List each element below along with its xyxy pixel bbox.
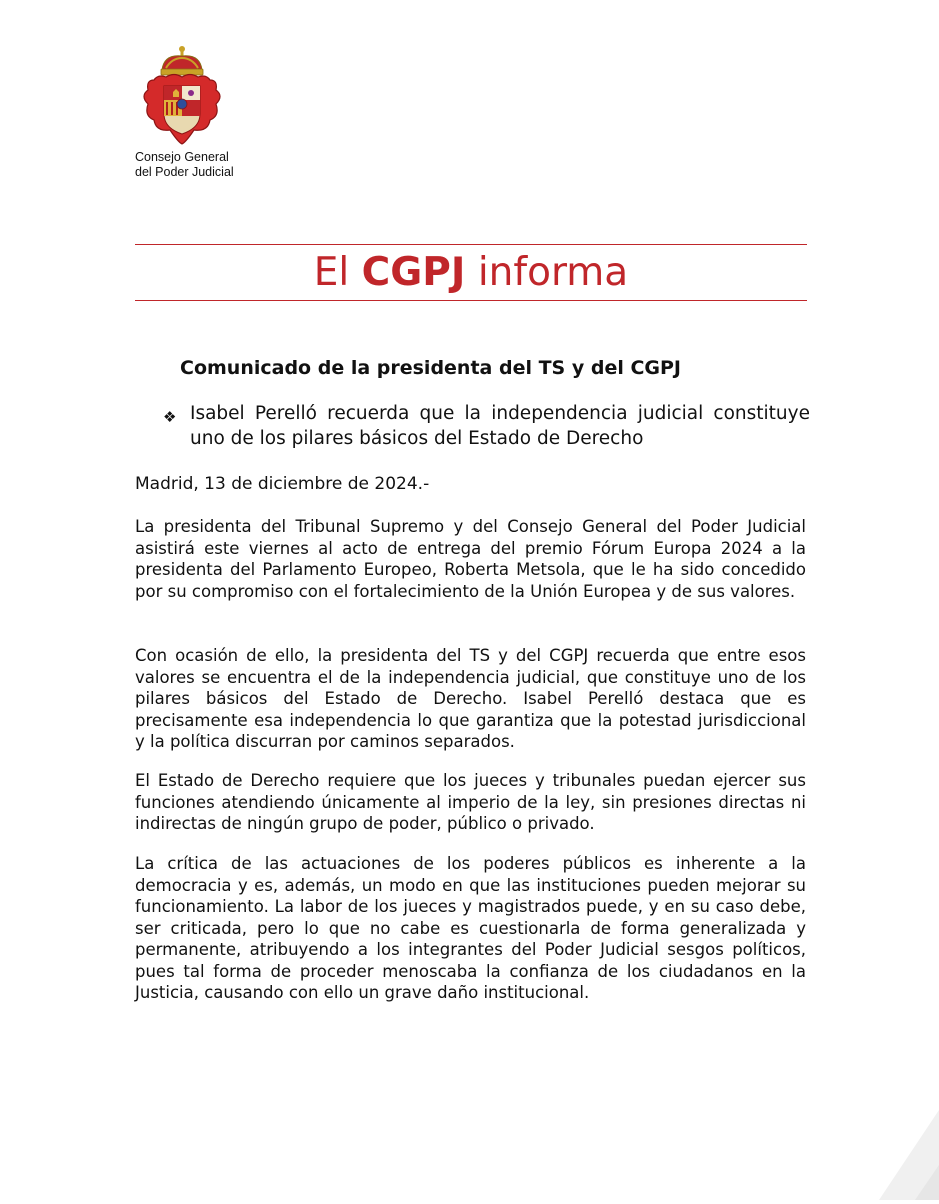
- institution-line-1: Consejo General: [135, 150, 229, 164]
- page-corner-shadow: [819, 1110, 939, 1200]
- paragraph-4: La crítica de las actuaciones de los poderes públicos es inherente a la democracia y es, además, un modo en que las instituciones pueden mejorar su funcionamiento. La labor de los jueces y magistrados puede, y en su caso debe, ser criticada, pero lo que no cabe es cuestionarla de forma generalizada y permanente, atribuyendo a los integrantes del Poder Judicial sesgos políticos, pues tal forma de proceder menoscaba la confianza de los ciudadanos en la Justicia, causando con ello un grave daño institucional.: [135, 854, 806, 1002]
- subheading: Isabel Perelló recuerda que la independencia judicial constituye uno de los pilares básicos del Estado de Derecho: [190, 403, 810, 449]
- coat-of-arms-icon: [132, 44, 232, 148]
- document-heading: Comunicado de la presidenta del TS y del CGPJ: [180, 357, 681, 379]
- banner-bottom-rule: [135, 300, 807, 301]
- banner-bold: CGPJ: [361, 250, 466, 295]
- dateline: Madrid, 13 de diciembre de 2024.-: [135, 474, 430, 494]
- paragraph-2: Con ocasión de ello, la presidenta del TS y del CGPJ recuerda que entre esos valores se encuentra el de la independencia judicial, que constituye uno de los pilares básicos del Estado de Derecho. Isabel Perelló destaca que es precisamente esa independencia lo que garantiza que la potestad jurisdiccional y la política discurran por caminos separados.: [135, 646, 806, 751]
- institution-name: [135, 150, 234, 180]
- banner-suffix: informa: [477, 250, 629, 295]
- banner-prefix: El: [313, 250, 350, 295]
- banner-title: [135, 248, 807, 298]
- institution-line-2: del Poder Judicial: [135, 165, 234, 179]
- diamond-bullet-icon: ❖: [163, 408, 177, 426]
- banner-top-rule: [135, 244, 807, 245]
- paragraph-3: El Estado de Derecho requiere que los jueces y tribunales puedan ejercer sus funciones atendiendo únicamente al imperio de la ley, sin presiones directas ni indirectas de ningún grupo de poder, público o privado.: [135, 771, 806, 833]
- paragraph-1: La presidenta del Tribunal Supremo y del Consejo General del Poder Judicial asistirá este viernes al acto de entrega del premio Fórum Europa 2024 a la presidenta del Parlamento Europeo, Roberta Metsola, que le ha sido concedido por su compromiso con el fortalecimiento de la Unión Europea y de sus valores.: [135, 517, 806, 601]
